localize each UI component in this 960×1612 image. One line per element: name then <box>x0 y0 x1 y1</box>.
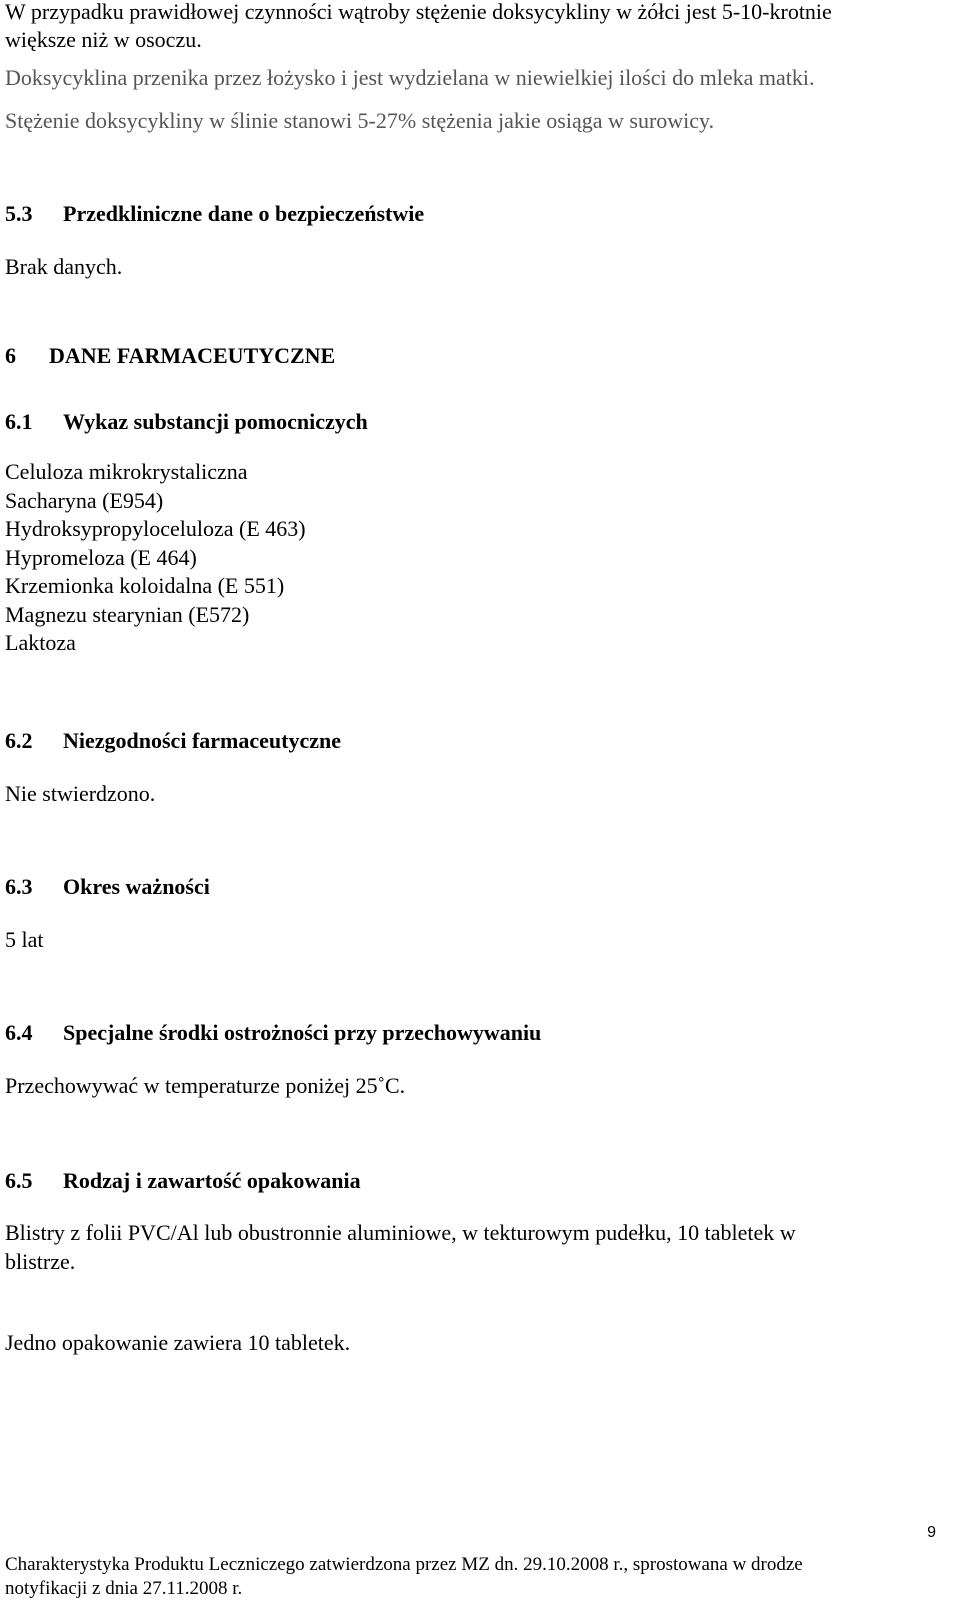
intro-line-4: Stężenie doksycykliny w ślinie stanowi 5-27% stężenia jakie osiąga w surowicy. <box>5 108 715 133</box>
list-item: Laktoza <box>5 630 76 655</box>
section-6-4-heading <box>5 1019 541 1047</box>
section-number: 6.2 <box>5 728 33 753</box>
list-item: Hypromeloza (E 464) <box>5 544 197 570</box>
section-6-2-heading <box>5 727 341 755</box>
section-6-5-heading <box>5 1167 361 1195</box>
section-number: 6.3 <box>5 874 33 899</box>
section-6-5-body-line-2: blistrze. <box>5 1249 76 1274</box>
list-item: Hydroksypropyloceluloza (E 463) <box>5 516 306 541</box>
section-title: DANE FARMACEUTYCZNE <box>49 343 336 368</box>
section-6-heading <box>5 342 335 370</box>
list-item: Krzemionka koloidalna (E 551) <box>5 573 285 598</box>
section-number: 6.5 <box>5 1168 33 1193</box>
section-5-3-body: Brak danych. <box>5 254 123 279</box>
section-title: Okres ważności <box>63 874 210 899</box>
section-title: Niezgodności farmaceutyczne <box>63 728 341 753</box>
section-number: 6.1 <box>5 409 33 434</box>
section-title: Przedkliniczne dane o bezpieczeństwie <box>63 201 425 226</box>
section-number: 6.4 <box>5 1020 33 1045</box>
section-number: 6 <box>5 343 16 368</box>
section-title: Rodzaj i zawartość opakowania <box>63 1168 361 1193</box>
list-item: Sacharyna (E954) <box>5 487 164 513</box>
section-number: 5.3 <box>5 201 33 226</box>
section-6-2-body: Nie stwierdzono. <box>5 781 156 806</box>
section-6-5-body-2: Jedno opakowanie zawiera 10 tabletek. <box>5 1330 351 1355</box>
page-number: 9 <box>927 1524 936 1541</box>
section-6-3-body: 5 lat <box>5 927 44 952</box>
list-item: Magnezu stearynian (E572) <box>5 601 250 627</box>
footer-line-1: Charakterystyka Produktu Leczniczego zatwierdzona przez MZ dn. 29.10.2008 r., sprostowana w drodze <box>5 1554 803 1575</box>
section-title: Specjalne środki ostrożności przy przechowywaniu <box>63 1020 542 1045</box>
page-footer <box>5 1553 905 1601</box>
intro-line-1: W przypadku prawidłowej czynności wątroby stężenie doksycykliny w żółci jest 5-10-krotnie <box>5 0 832 24</box>
intro-line-2: większe niż w osoczu. <box>5 27 202 52</box>
intro-line-3: Doksycyklina przenika przez łożysko i jest wydzielana w niewielkiej ilości do mleka matki. <box>5 65 815 90</box>
excipients-list <box>5 458 306 658</box>
section-5-3-heading <box>5 200 424 228</box>
section-6-1-heading <box>5 408 368 436</box>
footer-line-2: notyfikacji z dnia 27.11.2008 r. <box>5 1578 243 1599</box>
section-6-5-body-line-1: Blistry z folii PVC/Al lub obustronnie aluminiowe, w tekturowym pudełku, 10 tabletek w <box>5 1220 796 1245</box>
section-6-4-body: Przechowywać w temperaturze poniżej 25˚C. <box>5 1073 406 1098</box>
section-6-3-heading <box>5 873 210 901</box>
section-title: Wykaz substancji pomocniczych <box>63 409 368 434</box>
list-item: Celuloza mikrokrystaliczna <box>5 459 248 484</box>
